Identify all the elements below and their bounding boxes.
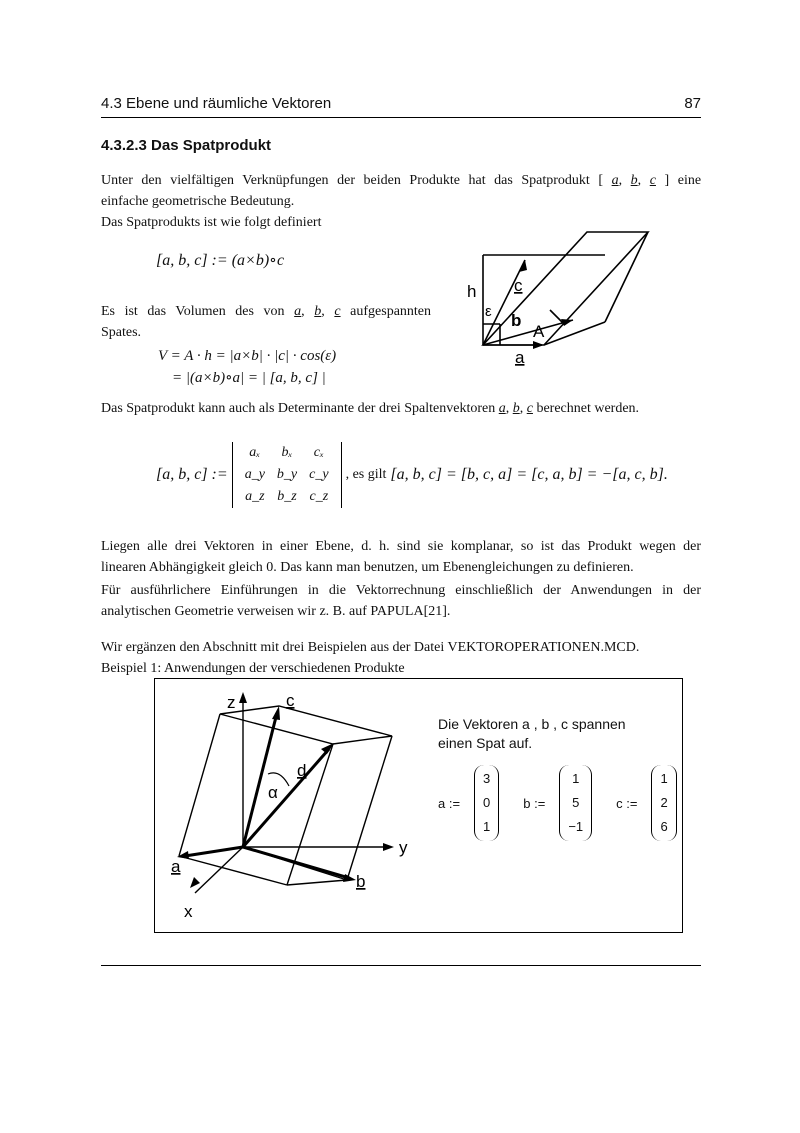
definition-formula: [a, b, c] := (a×b)∘c — [156, 252, 285, 269]
intro-line-2: einfache geometrische Bedeutung. — [101, 194, 295, 209]
volume-paragraph: Es ist das Volumen des von a, b, c aufgespannten Spates. — [101, 304, 432, 340]
determinant-matrix: aₓ bₓ cₓ a_y b_y c_y a_z b_z c_z — [232, 442, 342, 508]
label-fig-d: d — [297, 761, 307, 780]
b-arrowhead — [343, 874, 356, 882]
examples-paragraph: Wir ergänzen den Abschnitt mit drei Beispielen aus der Datei VEKTOROPERATIONEN.MCD. Beispiel 1: Anwendungen der verschiedenen Produkte — [101, 640, 640, 676]
subsection-title: 4.3.2.3 Das Spatprodukt — [101, 137, 272, 154]
figure-description: Die Vektoren a , b , c spannen einen Spat auf. — [438, 716, 626, 751]
z-arrowhead — [239, 692, 247, 703]
volume-formula: V = A · h = |a×b| · |c| · cos(ε) = |(a×b)∘a| = | [a, b, c] | — [158, 348, 337, 386]
label-fig-a: a — [171, 857, 181, 876]
c-arrowhead — [272, 706, 280, 720]
top-face — [220, 706, 392, 744]
label-c: c — [514, 276, 523, 295]
arrowhead-a — [533, 341, 544, 349]
label-h: h — [467, 282, 477, 301]
coplanar-paragraph: Liegen alle drei Vektoren in einer Ebene, d. h. sind sie komplanar, so ist das Produkt wegen der linearen Abhängigkeit gleich 0. Das kann man benutzen, um Ebenengleichungen zu definieren. Für ausführlichere Einführungen in die Vektorrechnung einschließlich der Anwendungen in der analytischen Geometrie verweisen wir z. B. auf PAPULA[21]. — [101, 539, 701, 619]
label-b: b — [511, 311, 522, 330]
vec-c: 1 2 6 — [651, 765, 676, 841]
parallelepiped-figure — [465, 225, 665, 370]
determinant-intro: Das Spatprodukt kann auch als Determinante der drei Spaltenvektoren a, b, c berechnet werden. — [101, 401, 640, 416]
top-face-outline — [483, 232, 648, 345]
page-number: 87 — [684, 95, 701, 112]
label-fig-b: b — [356, 872, 366, 891]
arrowhead-c — [519, 260, 527, 272]
intro-paragraph — [101, 170, 701, 233]
vector-definitions — [438, 765, 677, 841]
vec-c-name: c := — [616, 795, 638, 811]
label-y: y — [399, 838, 408, 857]
intro-line-3: Das Spatprodukts ist wie folgt definiert — [101, 215, 322, 230]
running-header — [101, 95, 701, 112]
header-section: 4.3 Ebene und räumliche Vektoren — [101, 95, 332, 112]
label-x: x — [184, 902, 193, 921]
label-alpha: α — [268, 783, 278, 802]
footer-rule — [101, 965, 701, 966]
x-arrowhead — [190, 877, 200, 888]
vec-a: 3 0 1 — [474, 765, 499, 841]
y-arrowhead — [383, 843, 394, 851]
intro-line-1: Unter den vielfältigen Verknüpfungen der beiden Produkte hat das Spatprodukt [ a, b, c ] eine — [101, 173, 702, 188]
vec-b-name: b := — [523, 795, 546, 811]
label-A: A — [533, 322, 545, 341]
label-epsilon: ε — [485, 303, 492, 320]
vector-b — [243, 847, 349, 878]
spat-3d-diagram — [155, 679, 435, 932]
example-figure-box — [154, 678, 683, 933]
header-rule — [101, 117, 701, 118]
label-z: z — [227, 693, 236, 712]
label-fig-c: c — [286, 691, 295, 710]
vec-a-name: a := — [438, 795, 461, 811]
label-a: a — [515, 348, 525, 367]
determinant-formula: [a, b, c] := aₓ bₓ cₓ a_y b_y c_y a_z b_z c_z , es gilt [a, b, c] = [b, c, a] = [c, a, b] = −[a, c, b]. — [156, 442, 668, 508]
vec-b: 1 5 −1 — [559, 765, 592, 841]
